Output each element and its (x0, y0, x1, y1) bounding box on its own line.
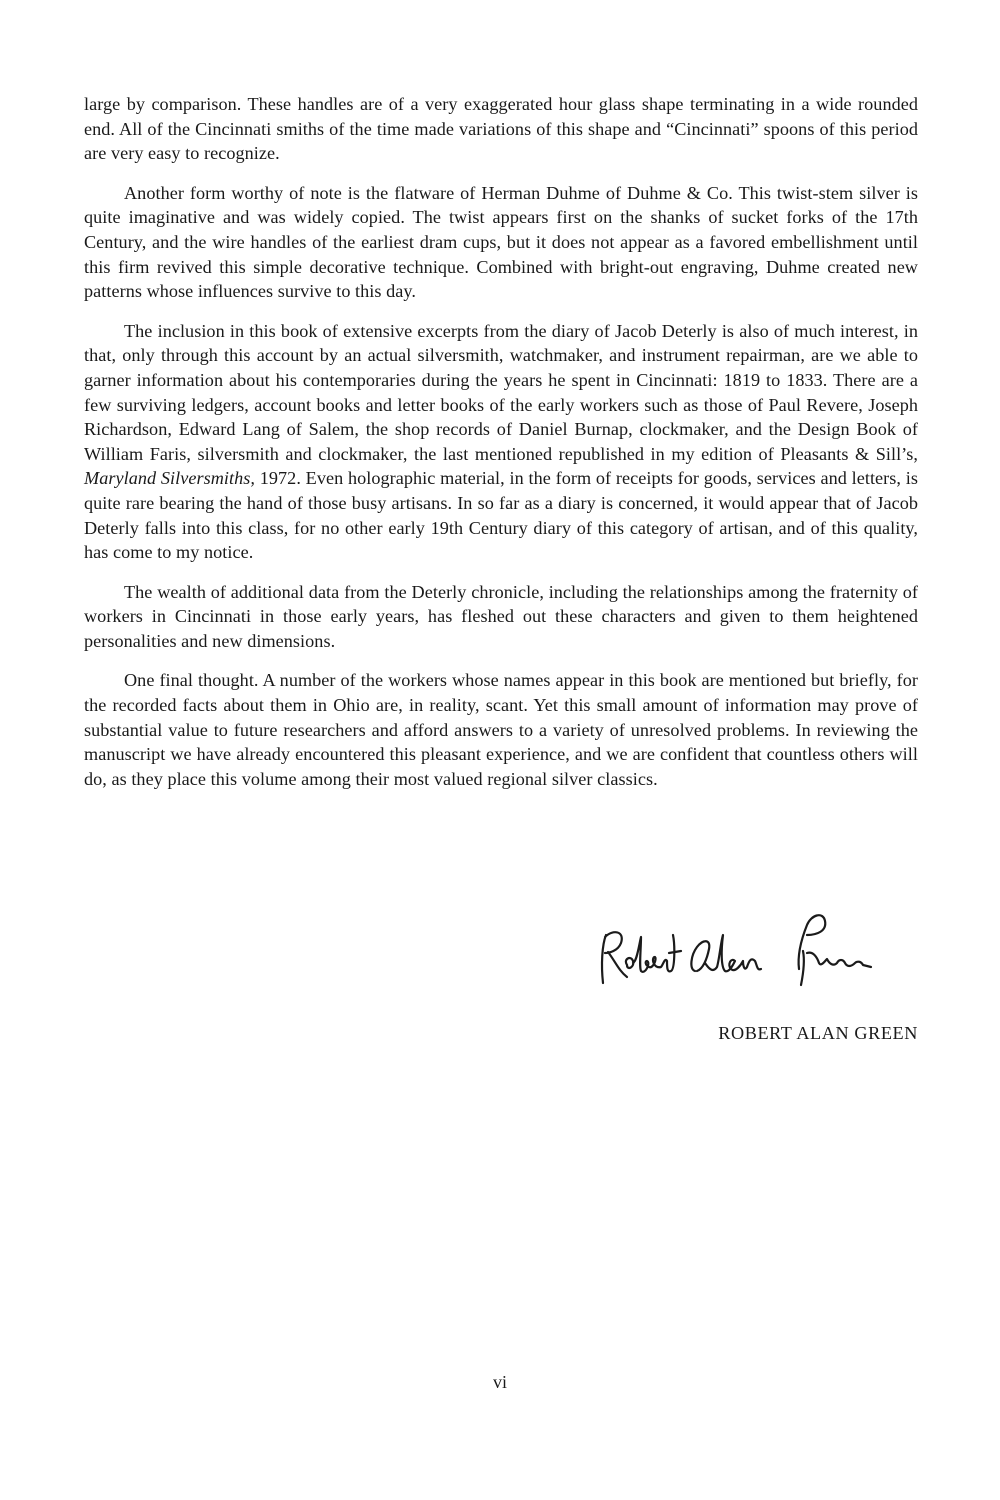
handwritten-signature (575, 905, 915, 995)
paragraph-deterly-diary-part-1: The inclusion in this book of extensive excerpts from the diary of Jacob Deterly is also of much interest, in that, only through this account by an actual silversmith, watchmaker, and instrument repairman, are we able to garner information about his contemporaries during the years he spent in Cincinnati: 1819 to 1833. There are a few surviving ledgers, account books and letter books of the early workers such as those of Paul Revere, Joseph Richardson, Edward Lang of Salem, the shop records of Daniel Burnap, clockmaker, and the Design Book of William Faris, silversmith and clockmaker, the last mentioned republished in my edition of Pleasants & Sill’s, (84, 320, 918, 464)
paragraph-duhme-flatware: Another form worthy of note is the flatware of Herman Duhme of Duhme & Co. This twist-stem silver is quite imaginative and was widely copied. The twist appears first on the shanks of sucket forks of the 17th Century, and the wire handles of the earliest dram cups, but it does not appear as a favored embellishment until this firm revived this simple decorative technique. Combined with bright-out engraving, Duhme created new patterns whose influences survive to this day. (84, 182, 918, 302)
page-number: vi (492, 1372, 507, 1392)
paragraph-deterly-diary (84, 319, 918, 565)
signer-name: ROBERT ALAN GREEN (718, 1023, 918, 1043)
paragraph-final-thought: One final thought. A number of the workers whose names appear in this book are mentioned but briefly, for the recorded facts about them in Ohio are, in reality, scant. Yet this small amount of information may prove of substantial value to future researchers and afford answers to a variety of unresolved problems. In reviewing the manuscript we have already encountered this pleasant experience, and we are confident that countless others will do, as they place this volume among their most valued regional silver classics. (84, 670, 918, 789)
paragraph-cincinnati-spoons: large by comparison. These handles are of a very exaggerated hour glass shape terminating in a wide rounded end. All of the Cincinnati smiths of the time made variations of this shape and “Cincinnati” spoons of this period are very easy to recognize. (84, 94, 918, 164)
paragraph-deterly-chronicle: The wealth of additional data from the Deterly chronicle, including the relationships among the fraternity of workers in Cincinnati in those early years, has fleshed out these characters and given to them heightened personalities and new dimensions. (84, 581, 918, 651)
preface-text (84, 92, 918, 806)
book-title-italic: Maryland Silversmiths, (84, 468, 255, 489)
paragraph-deterly-diary-part-2: 1972. Even holographic material, in the form of receipts for goods, services and letters, is quite rare bearing the hand of those busy artisans. In so far as a diary is concerned, it would appear that of Jacob Deterly falls into this class, for no other early 19th Century diary of this category of artisan, and of this quality, has come to my notice. (84, 468, 918, 563)
signature-image (575, 905, 915, 995)
